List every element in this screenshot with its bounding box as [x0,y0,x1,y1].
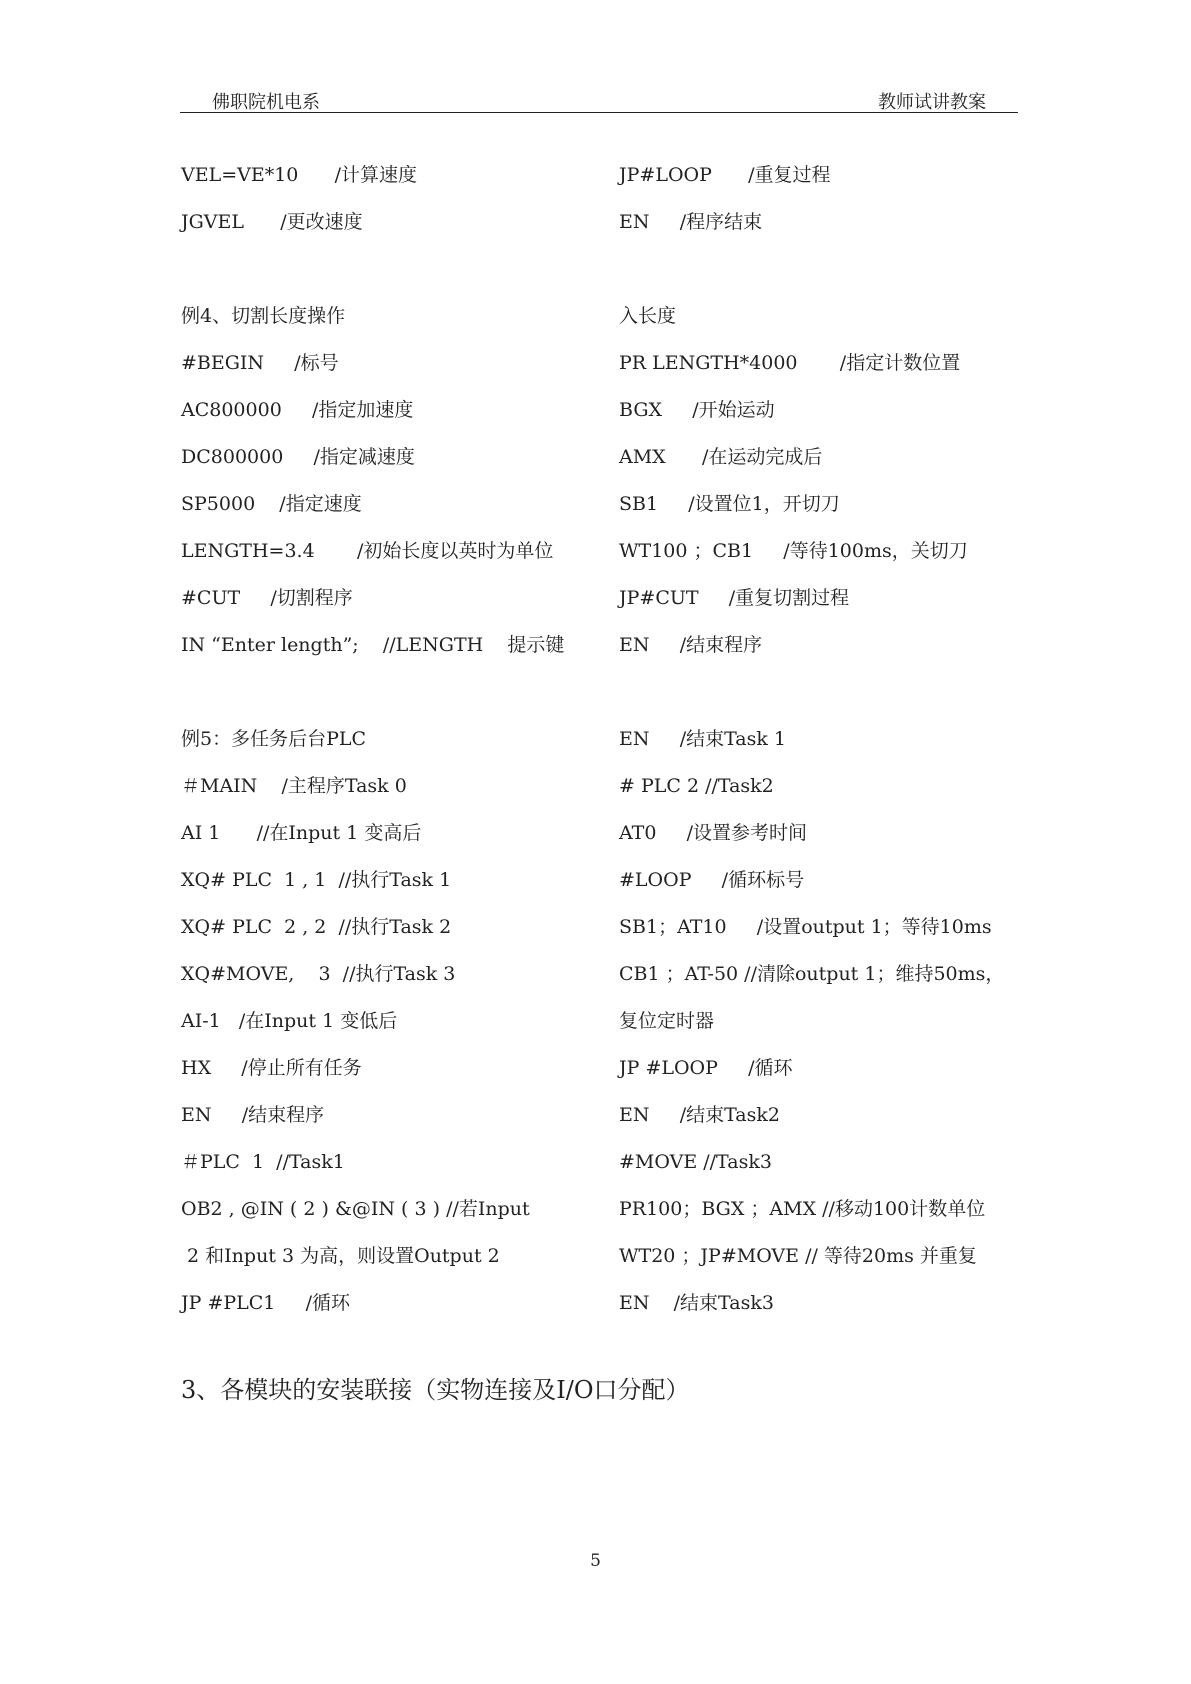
code-line: PR LENGTH*4000 /指定计数位置 [619,352,961,374]
code-column-right [619,152,1019,1327]
header-department: 佛职院机电系 [212,92,320,113]
code-line: LENGTH=3.4 /初始长度以英时为单位 [181,540,554,562]
code-line: 例4、切割长度操作 [181,305,346,327]
code-line: #LOOP /循环标号 [619,869,805,891]
code-line: ＃MAIN /主程序Task 0 [181,775,407,797]
code-line [181,246,601,293]
code-line: AI 1 //在Input 1 变高后 [181,822,422,844]
code-line: XQ# PLC 1 , 1 //执行Task 1 [181,869,452,891]
code-line: XQ#MOVE, 3 //执行Task 3 [181,963,456,985]
code-line: SB1；AT10 /设置output 1；等待10ms [619,916,992,938]
code-line: EN /程序结束 [619,211,763,233]
code-line: JP#CUT /重复切割过程 [619,587,850,609]
code-column-left [181,152,601,1327]
code-line: JP #LOOP /循环 [619,1057,793,1079]
code-line: 入长度 [619,305,677,327]
code-line: 例5：多任务后台PLC [181,728,367,750]
code-line: #CUT /切割程序 [181,587,353,609]
header-doc-type: 教师试讲教案 [878,92,986,113]
code-line: DC800000 /指定减速度 [181,446,415,468]
code-line: AMX /在运动完成后 [619,446,823,468]
code-line: 复位定时器 [619,1010,715,1032]
code-line: WT20 ；JP#MOVE // 等待20ms 并重复 [619,1245,977,1267]
code-line [619,246,1019,293]
code-line [181,669,601,716]
code-line: SB1 /设置位1，开切刀 [619,493,840,515]
code-line: EN /结束Task3 [619,1292,774,1314]
code-line: JP #PLC1 /循环 [181,1292,350,1314]
code-line: ＃PLC 1 //Task1 [181,1151,345,1173]
code-line: BGX /开始运动 [619,399,775,421]
page-number: 5 [590,1551,601,1571]
code-line: 2 和Input 3 为高，则设置Output 2 [181,1245,500,1267]
code-line: EN /结束程序 [181,1104,325,1126]
code-line: CB1 ；AT-50 //清除output 1；维持50ms， [619,963,1005,985]
code-line: EN /结束Task2 [619,1104,780,1126]
code-line: EN /结束程序 [619,634,763,656]
code-line: # PLC 2 //Task2 [619,775,774,797]
code-line: IN “Enter length”; //LENGTH 提示键 [181,634,565,656]
code-line: WT100 ；CB1 /等待100ms，关切刀 [619,540,968,562]
code-line: XQ# PLC 2 , 2 //执行Task 2 [181,916,452,938]
code-line: AT0 /设置参考时间 [619,822,808,844]
code-line [619,669,1019,716]
code-line: JGVEL /更改速度 [181,211,363,233]
code-line: #BEGIN /标号 [181,352,339,374]
code-line: OB2 , @IN ( 2 ) &@IN ( 3 ) //若Input [181,1198,530,1220]
code-line: SP5000 /指定速度 [181,493,362,515]
code-line: AC800000 /指定加速度 [181,399,414,421]
page-header [180,86,1018,113]
code-line: HX /停止所有任务 [181,1057,362,1079]
code-line: #MOVE //Task3 [619,1151,772,1173]
code-line: PR100；BGX ；AMX //移动100计数单位 [619,1198,986,1220]
code-line: JP#LOOP /重复过程 [619,164,831,186]
code-line: VEL=VE*10 /计算速度 [181,164,418,186]
code-line: AI-1 /在Input 1 变低后 [181,1010,398,1032]
code-line: EN /结束Task 1 [619,728,787,750]
section-heading: 3、各模块的安装联接（实物连接及I/O口分配） [181,1376,690,1404]
